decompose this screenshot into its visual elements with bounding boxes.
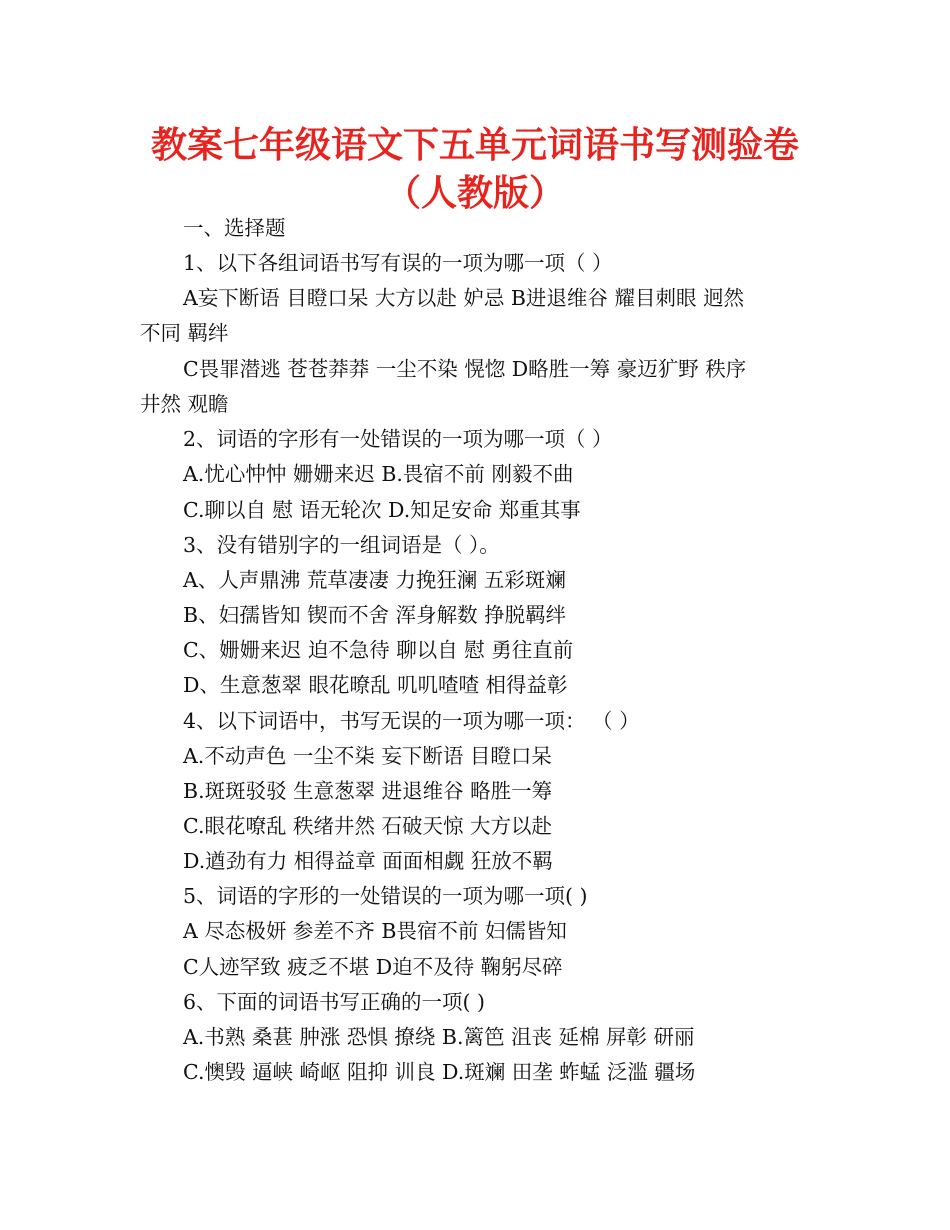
question-6: 6、下面的词语书写正确的一项( ) bbox=[183, 990, 486, 1014]
question-5: 5、词语的字形的一处错误的一项为哪一项( ) bbox=[183, 884, 588, 908]
document-title-line-2: （人教版） bbox=[384, 173, 565, 214]
question-5-option-c-d: C人迹罕致 疲乏不堪 D迫不及待 鞠躬尽碎 bbox=[183, 955, 563, 979]
question-3-option-b: B、妇孺皆知 锲而不舍 浑身解数 挣脱羁绊 bbox=[183, 603, 567, 627]
question-1: 1、以下各组词语书写有误的一项为哪一项（ ） bbox=[183, 251, 613, 275]
question-3-option-d: D、生意葱翠 眼花暸乱 叽叽喳喳 相得益彰 bbox=[183, 673, 568, 697]
question-1-option-d-cont: 井然 观瞻 bbox=[140, 392, 229, 416]
question-3: 3、没有错别字的一组词语是（ ）。 bbox=[183, 533, 500, 557]
question-3-option-c: C、姗姗来迟 迫不急待 聊以自 慰 勇往直前 bbox=[183, 638, 574, 662]
question-2: 2、词语的字形有一处错误的一项为哪一项（ ） bbox=[183, 427, 613, 451]
question-2-option-a-b: A.忧心忡忡 姗姗来迟 B.畏宿不前 刚毅不曲 bbox=[183, 462, 574, 486]
question-4-option-c: C.眼花嘹乱 秩绪井然 石破天惊 大方以赴 bbox=[183, 814, 553, 838]
document-title-line-1: 教案七年级语文下五单元词语书写测验卷 bbox=[150, 125, 799, 166]
question-4-option-d: D.遒劲有力 相得益章 面面相觑 狂放不羁 bbox=[183, 849, 553, 873]
question-4-option-a: A.不动声色 一尘不柒 妄下断语 目瞪口呆 bbox=[183, 744, 552, 768]
question-1-option-c-d: C畏罪潜逃 苍苍莽莽 一尘不染 愰惚 D略胜一筹 豪迈犷野 秩序 bbox=[183, 357, 747, 381]
section-heading: 一、选择题 bbox=[183, 216, 286, 240]
question-1-option-b-cont: 不同 羁绊 bbox=[140, 321, 229, 345]
question-2-option-c-d: C.聊以自 慰 语无轮次 D.知足安命 郑重其事 bbox=[183, 498, 581, 522]
question-1-option-a-b: A妄下断语 目瞪口呆 大方以赴 妒忌 B进退维谷 耀目刺眼 迥然 bbox=[183, 286, 744, 310]
question-6-option-c-d: C.懊毁 逼峡 崎岖 阻抑 训良 D.斑斓 田垄 蚱蜢 泛滥 疆场 bbox=[183, 1060, 696, 1084]
question-4-option-b: B.斑斑驳驳 生意葱翠 进退维谷 略胜一筹 bbox=[183, 779, 553, 803]
question-5-option-a-b: A 尽态极妍 参差不齐 B畏宿不前 妇儒皆知 bbox=[183, 919, 567, 943]
question-6-option-a-b: A.书熟 桑葚 肿涨 恐惧 撩绕 B.篱笆 沮丧 延棉 屏彰 研丽 bbox=[183, 1025, 695, 1049]
question-4: 4、以下词语中，书写无误的一项为哪一项： （ ） bbox=[183, 709, 640, 733]
question-3-option-a: A、人声鼎沸 荒草凄凄 力挽狂澜 五彩斑斓 bbox=[183, 568, 566, 592]
